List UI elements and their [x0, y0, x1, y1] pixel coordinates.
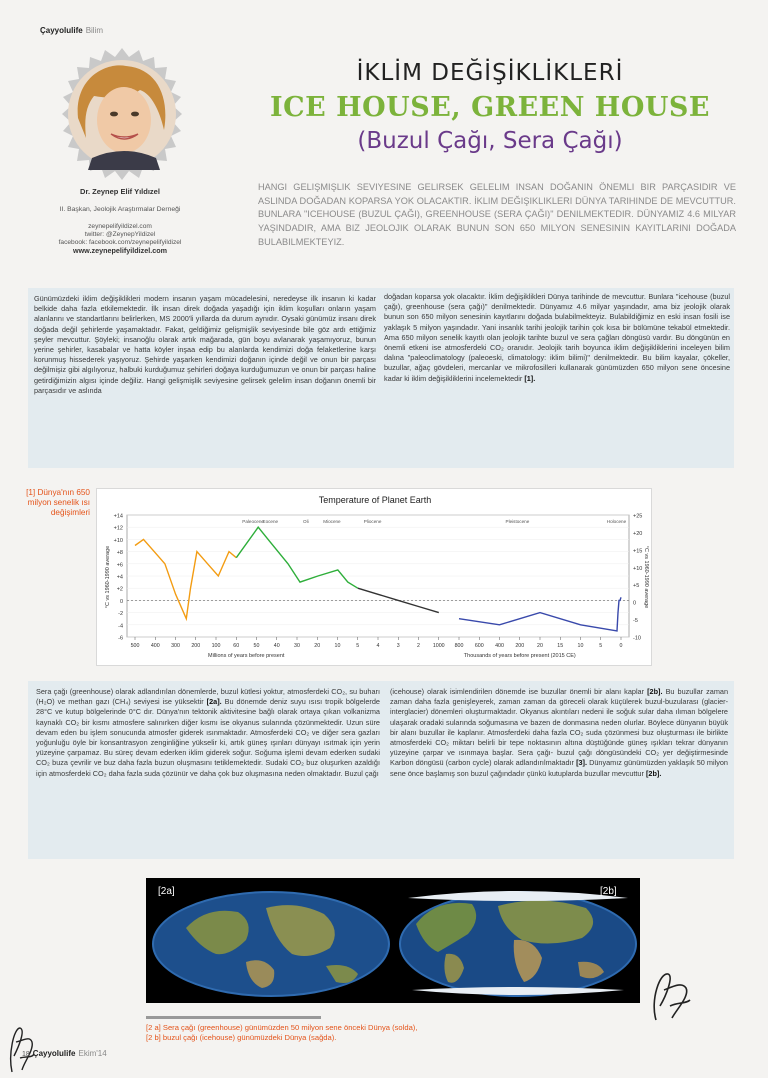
x-tick-label: 40 [273, 643, 280, 649]
world-maps-figure [146, 878, 640, 1003]
map-greenhouse [153, 892, 389, 996]
epoch-label: Eocene [262, 519, 279, 524]
y-tick-label: -4 [118, 623, 123, 630]
y-tick-label: +8 [116, 550, 123, 557]
x-tick-label: 3 [396, 643, 400, 649]
intro-paragraph: HANGI GELIŞMIŞLIK SEVIYESINE GELIRSEK GELELIM INSAN DOĞANIN ÖNEMLI BIR PARÇASIDIR VE ASLINDA DOĞADAN KOPARSA YOK OLACAKTIR. İKLIM DEĞIŞIKLIKLERI DÜNYA TARIHINDE DE MEVCUTTUR. BUNLARA "ICEHOUSE (BUZUL ÇAĞI), GREENHOUSE (SERA ÇAĞI)" DENILMEKTEDIR. DÜNYAMIZ 4.6 MILYAR YAŞINDADIR, AMA BIZ JEOLOJIK OLARAK BUNUN SON 650 MILYON SENESININ KAYITLARINI DOĞADA BULABILMEKTEYIZ. [258, 182, 736, 247]
y-axis-label: °C vs 1960-1990 average [105, 545, 111, 609]
author-block [20, 187, 220, 255]
reference-marker: [1]. [524, 373, 536, 383]
page-subtitle-paren: (Buzul Çağı, Sera Çağı) [357, 128, 623, 154]
x-tick-label: 400 [495, 643, 504, 649]
page-number: 18 [22, 1051, 30, 1058]
x-tick-label: 30 [294, 643, 300, 649]
y-tick-label: +14 [113, 513, 123, 520]
x-tick-label: 300 [171, 643, 180, 649]
author-facebook[interactable]: facebook: facebook.com/zeynepelifyildizel [58, 239, 182, 246]
x-tick-label: 10 [334, 643, 341, 649]
signature-left [6, 1018, 36, 1076]
text-column: Sera çağı (greenhouse) olarak adlandırılan dönemlerde, buzul kütlesi yoktur, atmosferdeki CO₂, su buharı (H₂O) ve methan gazı (CH₄) seviyesi ise yüksektir [2a]. Bu dönemde deniz suyu ısısı tropik bölgelerde 28°C ve kutup bölgelerinde 0°C dır. Dünya'nın tektonik aktivitesine bağlı olarak ortaya çıkan volkanizma kaynaklı CO₂ bir kısmı atmosfere salınırken diğer kısmı ise okyanus sularında çözünmektedir. Uzun süre devam eden bu işlem sonucunda atmosfer giderek ısınmaktadır. Atmosferdeki CO₂ ve diğer sera gazları yoğunluğu öyle bir konsantrasyon zenginliğine yükselir ki, artık güneş ışınları dünyayı ısıtmak için yerin yüzeyine çarpamaz. Bu süreç devam ederken iklim giderek soğur. Soğuma işlemi devam ederken sudaki CO₂ buza çevrilir ve buz daha fazla buzun oluşmasını tetiklemektedir. Sudaki CO₂ buz oluşurken azaldığı için atmosferdeki CO₂ daha fazla suda çözünür ve daha çok buz oluşmasına neden olmaktadır. Buzul çağı [36, 687, 380, 778]
temperature-chart [96, 488, 652, 666]
y2-tick-label: +25 [633, 513, 643, 520]
y-tick-label: +2 [116, 586, 123, 593]
reference-marker: [2b]. [645, 768, 662, 778]
x-tick-label: 200 [515, 643, 525, 649]
author-name: Dr. Zeynep Elif Yıldızel [80, 187, 160, 196]
text-box-2 [28, 681, 734, 859]
x-tick-label: 10 [577, 643, 584, 649]
author-email[interactable]: zeynepelifyildizel.com [88, 223, 152, 230]
x-axis-label: Millions of years before present [208, 653, 285, 659]
y-tick-label: +12 [113, 525, 123, 532]
reference-marker: [2b]. [647, 687, 663, 696]
reference-marker: [3]. [576, 758, 588, 768]
y2-axis-label: °C vs 1960-1990 average [643, 545, 649, 609]
y2-tick-label: +20 [633, 530, 643, 537]
x-tick-label: 2 [417, 643, 420, 649]
y-tick-label: +10 [113, 537, 123, 544]
signature-right [646, 960, 696, 1030]
x-tick-label: 800 [454, 643, 464, 649]
x-tick-label: 20 [314, 643, 321, 649]
y2-tick-label: -10 [633, 635, 641, 642]
map-label-a: [2a] [158, 886, 175, 897]
x-tick-label: 4 [376, 643, 380, 649]
x-tick-label: 15 [557, 643, 564, 649]
x-tick-label: 0 [619, 643, 623, 649]
page-title: İKLİM DEĞİŞİKLİKLERİ [356, 60, 624, 86]
text-box-1 [28, 288, 734, 468]
header-brand: Çayyolulife Bilim [40, 26, 104, 35]
x-tick-label: 60 [233, 643, 240, 649]
chart-title: Temperature of Planet Earth [318, 495, 432, 505]
x-tick-label: 100 [211, 643, 221, 649]
x-tick-label: 1000 [432, 643, 445, 649]
author-twitter[interactable]: twitter: @ZeynepYildizel [84, 231, 156, 238]
author-portrait [56, 48, 188, 180]
epoch-label: Oli [303, 519, 309, 524]
epoch-label: Miocene [323, 519, 341, 524]
y-tick-label: -6 [118, 635, 123, 642]
epoch-label: Pleistocene [505, 519, 530, 524]
figure-caption: [1] Dünya'nın 650 milyon senelik ısı değişimleri [26, 488, 90, 517]
footer: 18 Çayyolulife Ekim'14 [22, 1049, 107, 1058]
y2-tick-label: 0 [633, 600, 637, 607]
epoch-label: Pliocene [363, 519, 382, 524]
author-role: II. Başkan, Jeolojik Araştırmalar Derneği [59, 206, 181, 213]
divider [146, 1016, 321, 1019]
x-tick-label: 400 [150, 643, 160, 649]
x-tick-label: 500 [130, 643, 140, 649]
y-tick-label: 0 [119, 598, 123, 605]
map-label-b: [2b] [600, 886, 617, 897]
reference-marker: [2a]. [206, 697, 222, 707]
x-tick-label: 200 [191, 643, 201, 649]
x-tick-label: 50 [253, 643, 260, 649]
y2-tick-label: -5 [633, 618, 638, 625]
epoch-label: Paleocene [242, 519, 264, 524]
page-subtitle: ICE HOUSE, GREEN HOUSE [270, 92, 710, 123]
text-column: doğadan koparsa yok olacaktır. İklim değişiklikleri Dünya tarihinde de mevcuttur. Bunlara "icehouse (buzul çağı), greenhouse (sera çağı)" denilmektedir. Dünyamız 4.6 milyar yaşındadır, ama biz jeolojik olarak bunun son 650 milyon senesinin kayıtlarını doğada bulabilmekteyiz. Bulabildiğimiz en eski insan fosili ise yaklaşık 5 milyon yaşındadır. Yani insanlık tarihi jeolojik tarihin çok kısa bir bölümüne tekabül etmektedir. Ama 650 milyon senelik kayıtlı olan jeolojik tarihte buzul ve sera çağları döngüsü vardır. Bu döngünün en önemli etkeni ise atmosferdeki CO₂ oranıdır. Jeolojik tarih boyunca iklim değişikliklerini inceleyen bilim dalına "paleoclimatology (paleoeski, climatology: iklim bilimi)" denilmektedir. Bu bilim kayalar, çökeller, buzullar, ağaç gövdeleri, mercanlar ve mikrofosilleri kullanarak günümüzden 650 milyon sene öncesine kadar ki iklim değişikliklerini incelemektedir [1]. [384, 292, 730, 383]
x-tick-label: 5 [356, 643, 360, 649]
x-tick-label: 600 [474, 643, 484, 649]
author-website[interactable]: www.zeynepelifyildizel.com [73, 246, 167, 255]
y2-tick-label: +10 [633, 565, 643, 572]
y-tick-label: +4 [116, 574, 123, 581]
text-column: (icehouse) olarak isimlendirilen dönemde ise buzullar önemli bir alanı kaplar [2b]. Bu buzullar zaman zaman daha fazla genişleyerek, zaman zaman da göreceli olarak küçülerek buzul-buzularası (glacier-interglacier) dönemleri oluşturmaktadır. Okyanus akıntıları nedeni ile soğuk sular daha ılıman bölgelere ulaşarak oradaki sularında soğumasına ve bazen de donmasına neden olurlar. Böylece dünyanın büyük bir alanı buzullar ile kaplanır. Atmosferdeki daha fazla CO₂ suda çözünmesi buz oluşturması ile birlikte atmosferdeki CO₂ miktarı belirli bir tepe noktasının altına düştüğünde güneş ışıkları tekrar dünyanın yüzeyine çarpar ve ısınmaya başlar. Sera çağı- buzul çağı döngüsündeki CO₂ yer değiştirmesinde Karbon döngüsü (carbon cycle) olarak adlandırılmaktadır [3]. Dünyamız günümüzden yaklaşık 50 milyon sene önce başlamış son buzul çağındadır çünkü kutuplarda buzullar mevcuttur [2b]. [390, 687, 729, 778]
text-column: Günümüzdeki iklim değişiklikleri modern insanın yaşam mücadelesini, neredeyse ilk insanın ki kadar belkide daha fazla etkilemektedir. İlk insan direk doğada yaşadığı için iklim koşulları onların yaşam alanlarını ve standartlarını belirlerken, MS 2000'li yıllarda da durum aynıdır. Oysaki günümüz insanı direk doğada değil şehirlerde yaşamaktadır. Fakat, geldiğimiz gelişmişlik seviyesinde bile göz ardı ettiğimiz şeyler mevcuttur. Şöyleki; insanoğlu olarak artık mağarada, gün boyu avlanarak yaşamıyoruz, bunun yerine şehirler, kasabalar ve hatta köyler inşaa edip bu alanlarda kendimizi doğa felaketlerine karşı korunmuş hissederek yaşıyoruz. Şehirde yaşarken kendimizi doğanın içinde değil ve onun bir parçası değilmişiz gibi algılıyoruz, halbuki kurduğumuz şehirleri doğaya kurduğumuzun ve onun bir parçası haline getirdiğimizin algısı içinde değiliz. Hangi gelişmişlik seviyesine gelirsek gelelim insan doğanın önemli bir parçasıdır ve aslında [34, 294, 376, 395]
epoch-label: Holocene [606, 519, 627, 524]
y2-tick-label: +5 [633, 583, 640, 590]
x-tick-label: 20 [537, 643, 543, 649]
x-axis-label: Thousands of years before present (2015 CE) [463, 653, 576, 659]
y-tick-label: -2 [118, 611, 123, 618]
map-caption: [2 a] Sera çağı (greenhouse) günümüzden 50 milyon sene önceki Dünya (solda), [2 b] buzul çağı (icehouse) günümüzdeki Dünya (sağda). [146, 1016, 566, 1042]
y-tick-label: +6 [116, 562, 123, 569]
map-icehouse [400, 891, 636, 996]
x-tick-label: 5 [599, 643, 603, 649]
y2-tick-label: +15 [633, 548, 643, 555]
